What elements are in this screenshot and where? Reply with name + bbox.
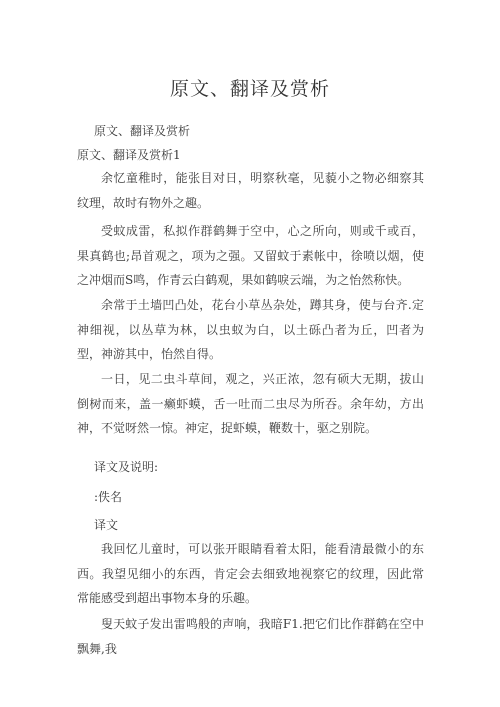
- subtitle: 原文、翻译及赏析: [94, 124, 191, 138]
- section-heading: 原文、翻译及赏析1: [77, 148, 181, 162]
- translation-paragraph-2: 叟天蚊子发出雷鸣般的声响，我暗F1.把它们比作群鹤在空中飘舞,我: [77, 617, 424, 656]
- translation-heading: 译文及说明:: [94, 460, 159, 474]
- paragraph-3: 余常于土墙凹凸处，花台小草丛杂处，蹲其身，使与台齐.定神细视，以丛草为林，以虫蚁为白，以土砾凸者为丘，凹者为型，神游其中，怡然自得。: [77, 298, 424, 361]
- author-line: :佚名: [94, 490, 123, 504]
- paragraph-4: 一日，见二虫斗草间，观之，兴正浓，忽有硕大无期，拔山倒树而来，盖一癞虾蟆，舌一吐而二虫尽为所吞。余年幼，方出神，不觉呀然一惊。神定，捉虾蟆，鞭数十，驱之别院。: [77, 372, 424, 435]
- translation-label: 译文: [94, 518, 119, 532]
- translation-paragraph-1: 我回忆儿童时，可以张开眼睛看着太阳，能看清最微小的东西。我望见细小的东西，肯定会去细致地视察它的纹理，因此常常能感受到超出事物本身的乐趣。: [77, 542, 424, 605]
- paragraph-1: 余忆童稚时，能张目对日，明察秋毫，见藐小之物必细察其纹理，故时有物外之趣。: [77, 171, 424, 210]
- paragraph-2: 受蚊成雷，私拟作群鹤舞于空中，心之所向，则或千或百，果真鹤也;昂首观之，项为之强。又留蚊于素帐中，徐喷以烟，使之冲烟而S鸣，作青云白鹤观，果如鹤唳云端，为之怡然称快。: [77, 224, 424, 287]
- page-title: 原文、翻译及赏析: [169, 78, 330, 100]
